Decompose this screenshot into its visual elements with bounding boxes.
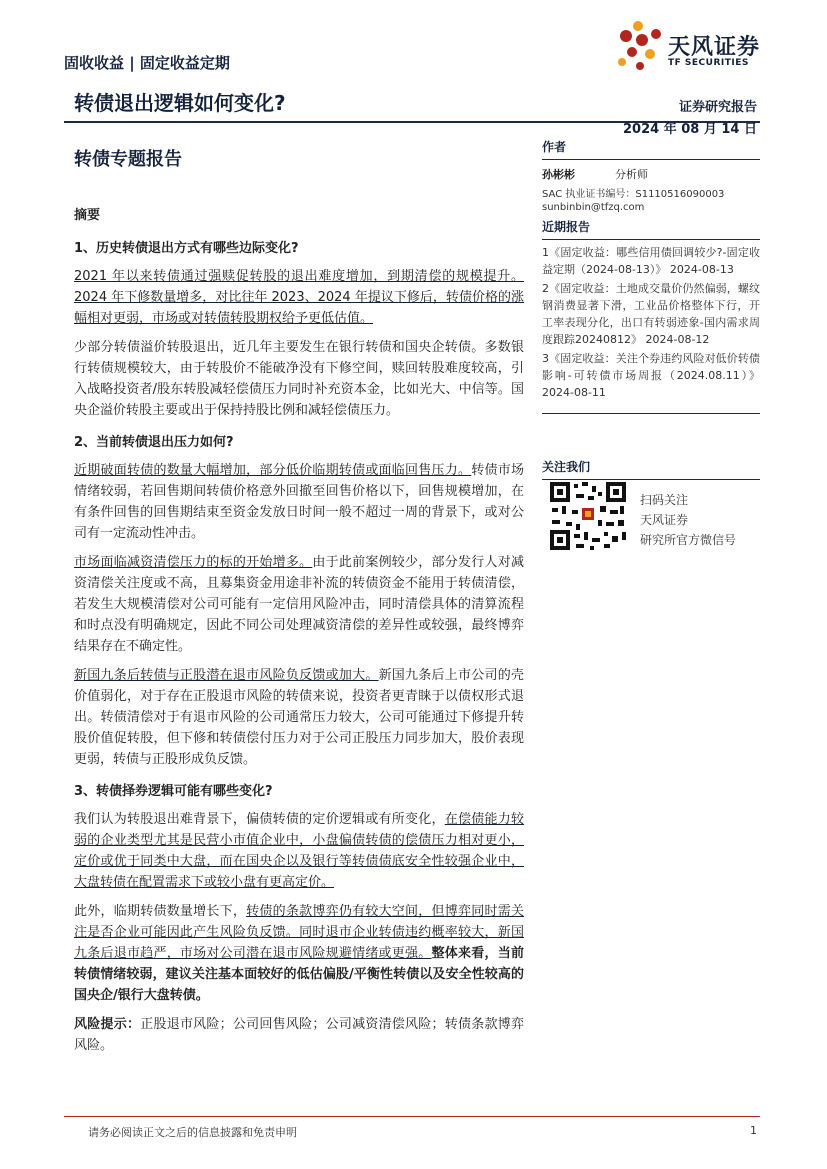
section-2-heading: 2、当前转债退出压力如何? <box>74 435 234 450</box>
author-divider <box>542 159 760 160</box>
section-3-intro-1: 我们认为转股退出难背景下，偏债转债的定价逻辑或有所变化， <box>74 812 445 827</box>
section-2-paragraph-3 <box>74 665 524 770</box>
recent-report-item[interactable]: 2《固定收益：土地成交量价仍然偏弱，螺纹钢消费显著下滑，工业品价格整体下行，开工率表现分化，出口有转弱迹象-国内需求周度跟踪20240812》 2024-08-12 <box>542 282 760 346</box>
follow-line-3: 研究所官方微信号 <box>640 533 737 547</box>
risk-label: 风险提示： <box>74 1017 141 1032</box>
summary-column <box>74 200 524 1056</box>
section-2-key-point-3: 新国九条后转债与正股潜在退市风险负反馈或加大。 <box>74 668 379 683</box>
follow-heading: 关注我们 <box>542 460 591 474</box>
logo-name-cn: 天风证券 <box>668 35 761 60</box>
section-3-conclusion: 整体来看，当前转债情绪较弱，建议关注基本面较好的低估偏股/平衡性转债以及安全性较高的国央企/银行大盘转债。 <box>74 946 524 1003</box>
section-3-key-point-1: 在偿债能力较弱的企业类型尤其是民营小市值企业中，小盘偏债转债的偿债压力相对更小，定价或优于同类中大盘，而在国央企以及银行等转债债底安全性较强企业中，大盘转债在配置需求下或较小盘有更高定价。 <box>74 812 524 890</box>
section-2-detail-3: 新国九条后上市公司的壳价值弱化，对于存在正股退市风险的转债来说，投资者更青睐于以债权形式退出。转债清偿对于有退市风险的公司通常压力较大，公司可能通过下修提升转股价值促转股，但下修和转债偿付压力对于公司正股压力同步加大，股价表现更弱，转债与正股形成负反馈。 <box>74 668 524 767</box>
section-1-paragraph-2: 少部分转债溢价转股退出，近几年主要发生在银行转债和国央企转债。多数银行转债规模较大，由于转股价不能破净没有下修空间，赎回转股难度较高，引入战略投资者/股东转股减轻偿债压力同时补充资本金，比如光大、中信等。国央企溢价转股主要或出于保持持股比例和减轻偿债压力。 <box>74 340 524 418</box>
section-3-heading: 3、转债择券逻辑可能有哪些变化? <box>74 784 273 799</box>
author-block <box>542 138 760 213</box>
section-1-key-point: 2021 年以来转债通过强赎促转股的退出难度增加，到期清偿的规模提升。2024 年下修数量增多，对比往年 2023、2024 年提议下修后，转债价格的涨幅相对更弱，市场或对转债转股期权给予更低估值。 <box>74 269 524 326</box>
recent-reports <box>542 218 760 414</box>
report-subtitle: 转债专题报告 <box>74 149 182 170</box>
footer-disclaimer: 请务必阅读正文之后的信息披露和免责申明 <box>88 1126 297 1139</box>
report-date: 2024 年 08 月 14 日 <box>623 122 757 137</box>
section-2-detail-2: 由于此前案例较少，部分发行人对减资清偿关注度或不高，且募集资金用途非补流的转债资金不能用于转债清偿，若发生大规模清偿对公司可能有一定信用风险冲击，同时清偿具体的清算流程和时点没有明确规定，因此不同公司处理减资清偿的差异性或较强，最终博弈结果存在不确定性。 <box>74 555 524 654</box>
page-number: 1 <box>750 1124 757 1137</box>
risk-warning <box>74 1014 524 1056</box>
author-role: 分析师 <box>615 168 648 181</box>
section-2-key-point-1: 近期破面转债的数量大幅增加，部分低价临期转债或面临回售压力。 <box>74 463 472 478</box>
risk-text: 正股退市风险；公司回售风险；公司减资清偿风险；转债条款博弈风险。 <box>74 1017 524 1053</box>
author-email[interactable]: sunbinbin@tfzq.com <box>542 202 645 213</box>
recent-bottom-divider <box>542 413 760 414</box>
recent-heading: 近期报告 <box>542 220 591 234</box>
recent-report-item[interactable]: 3《固定收益：关注个券违约风险对低价转债影响-可转债市场周报（2024.08.11）》 2024-08-11 <box>542 352 760 399</box>
section-2-paragraph-1 <box>74 460 524 544</box>
author-name: 孙彬彬 <box>542 168 575 181</box>
tf-logo-icon <box>612 18 666 74</box>
section-3-paragraph-1 <box>74 809 524 893</box>
footer-divider <box>64 1116 760 1117</box>
follow-block <box>542 458 760 480</box>
qr-code-icon[interactable] <box>548 480 628 552</box>
section-2-paragraph-2 <box>74 552 524 657</box>
logo-name-en: TF SECURITIES <box>668 58 749 68</box>
author-heading: 作者 <box>542 140 567 154</box>
follow-line-2: 天风证券 <box>640 513 689 527</box>
section-1-heading: 1、历史转债退出方式有哪些边际变化? <box>74 241 299 256</box>
report-category: 固收收益 | 固定收益定期 <box>64 54 230 72</box>
author-sac: SAC 执业证书编号：S1110516090003 <box>542 189 725 200</box>
section-3-intro-2: 此外，临期转债数量增长下， <box>74 904 247 919</box>
section-1-paragraph-1 <box>74 266 524 329</box>
section-2-detail-1: 转债市场情绪较弱，若回售期间转债价格意外回撤至回售价格以下，回售规模增加，在有条件回售的回售期结束至资金发放日时间一般不超过一周的背景下，或对公司有一定流动性冲击。 <box>74 463 524 541</box>
section-3-key-point-2: 转债的条款博弈仍有较大空间，但博弈同时需关注是否企业可能因此产生风险负反馈。同时退市企业转债违约概率较大，新国九条后退市趋严，市场对公司潜在退市风险规避情绪或更强。 <box>74 904 524 961</box>
recent-report-item[interactable]: 1《固定收益：哪些信用债回调较少?-固定收益定期（2024-08-13）》 2024-08-13 <box>542 246 760 276</box>
recent-divider <box>542 239 760 240</box>
follow-line-1: 扫码关注 <box>640 493 689 507</box>
summary-heading: 摘要 <box>74 208 101 223</box>
section-3-paragraph-2 <box>74 901 524 1006</box>
report-title: 转债退出逻辑如何变化? <box>74 91 286 115</box>
follow-text <box>640 490 736 550</box>
section-2-key-point-2: 市场面临减资清偿压力的标的开始增多。 <box>74 555 313 570</box>
report-type: 证券研究报告 <box>678 100 757 115</box>
